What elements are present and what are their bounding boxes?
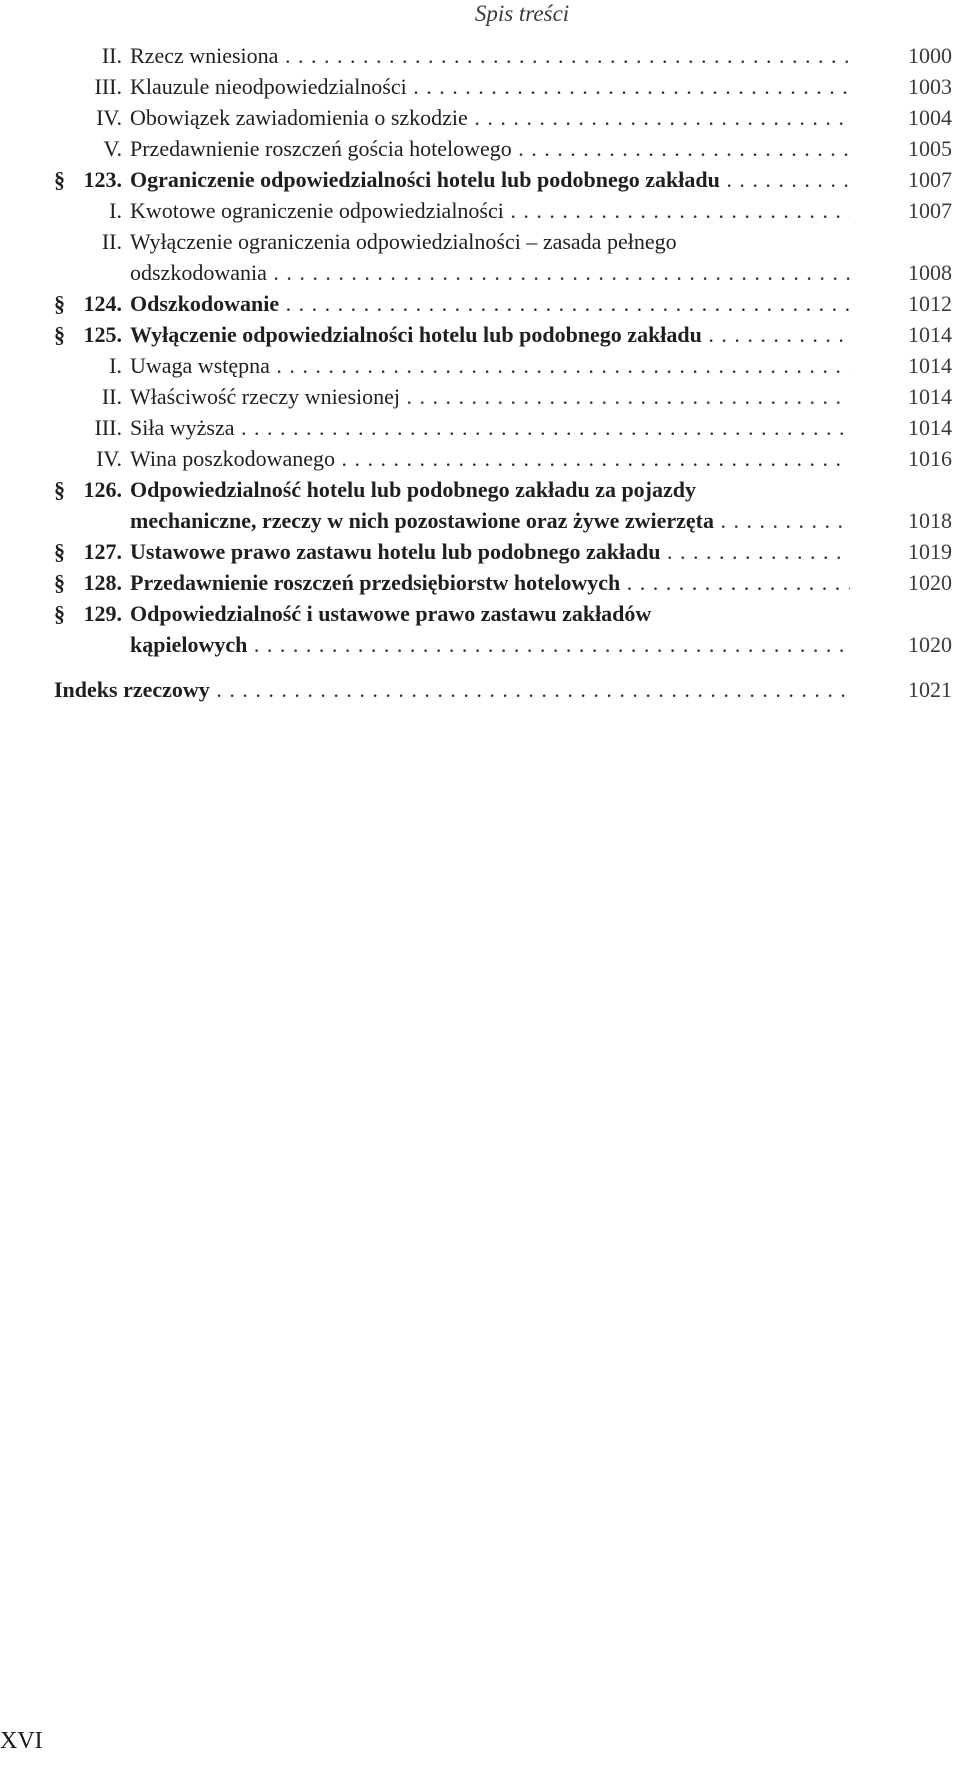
entry-page: 1016 bbox=[908, 446, 952, 471]
index-title: Indeks rzeczowy . . . bbox=[54, 674, 850, 705]
entry-number: V. bbox=[103, 136, 122, 161]
entry-page: 1014 bbox=[908, 353, 952, 378]
entry-title: Odpowiedzialność i ustawowe prawo zastawu zakładów bbox=[130, 601, 652, 626]
entry-number: I. bbox=[109, 198, 122, 223]
toc-entry bbox=[0, 474, 960, 505]
entry-title: Obowiązek zawiadomienia o szkodzie . . . bbox=[130, 102, 850, 133]
entry-page: 1014 bbox=[908, 384, 952, 409]
entry-page: 1020 bbox=[908, 632, 952, 657]
entry-title: Uwaga wstępna . . . bbox=[130, 350, 850, 381]
entry-number: I. bbox=[109, 353, 122, 378]
entry-title: Odpowiedzialność hotelu lub podobnego zakładu za pojazdy bbox=[130, 477, 697, 502]
toc-entry bbox=[0, 226, 960, 257]
entry-number: 123. bbox=[83, 167, 122, 192]
entry-number: 126. bbox=[83, 477, 122, 502]
entry-title: mechaniczne, rzeczy w nich pozostawione oraz żywe zwierzęta . . . bbox=[130, 505, 850, 536]
running-header bbox=[0, 0, 960, 30]
entry-number: 125. bbox=[83, 322, 122, 347]
entry-title: Wyłączenie odpowiedzialności hotelu lub podobnego zakładu . . . bbox=[130, 319, 850, 350]
toc-entry bbox=[0, 257, 960, 288]
toc-entry bbox=[0, 288, 960, 319]
entry-page: 1012 bbox=[908, 291, 952, 316]
entry-title: Właściwość rzeczy wniesionej . . . bbox=[130, 381, 850, 412]
entry-title: Wyłączenie ograniczenia odpowiedzialności – zasada pełnego bbox=[130, 229, 677, 254]
header-title: Spis treści bbox=[474, 1, 570, 26]
index-page: 1021 bbox=[908, 677, 952, 702]
entry-title: kąpielowych . . . bbox=[130, 629, 850, 660]
entry-title: Siła wyższa . . . bbox=[130, 412, 850, 443]
toc-entry bbox=[0, 629, 960, 660]
entry-number: IV. bbox=[96, 446, 122, 471]
toc-entry bbox=[0, 443, 960, 474]
entry-number: 128. bbox=[83, 570, 122, 595]
toc-entry bbox=[0, 536, 960, 567]
entry-title: Ograniczenie odpowiedzialności hotelu lub podobnego zakładu . . . bbox=[130, 164, 850, 195]
toc-entry bbox=[0, 133, 960, 164]
toc-entry bbox=[0, 40, 960, 71]
entry-page: 1003 bbox=[908, 74, 952, 99]
toc-entry bbox=[0, 71, 960, 102]
section-sign: § bbox=[54, 477, 65, 502]
entry-number: III. bbox=[94, 74, 122, 99]
section-sign: § bbox=[54, 570, 65, 595]
toc-entry bbox=[0, 381, 960, 412]
toc-entry bbox=[0, 319, 960, 350]
entry-number: II. bbox=[101, 384, 122, 409]
entry-page: 1007 bbox=[908, 167, 952, 192]
entry-page: 1019 bbox=[908, 539, 952, 564]
entry-page: 1014 bbox=[908, 415, 952, 440]
entry-page: 1018 bbox=[908, 508, 952, 533]
toc-entry bbox=[0, 598, 960, 629]
section-sign: § bbox=[54, 291, 65, 316]
entry-title: Klauzule nieodpowiedzialności . . . bbox=[130, 71, 850, 102]
page-number: XVI bbox=[0, 1728, 43, 1754]
toc-entry bbox=[0, 164, 960, 195]
entry-page: 1007 bbox=[908, 198, 952, 223]
section-sign: § bbox=[54, 322, 65, 347]
entry-number: IV. bbox=[96, 105, 122, 130]
toc-entry bbox=[0, 567, 960, 598]
entry-page: 1004 bbox=[908, 105, 952, 130]
entry-title: Ustawowe prawo zastawu hotelu lub podobnego zakładu . . . bbox=[130, 536, 850, 567]
entry-number: 127. bbox=[83, 539, 122, 564]
entry-title: Przedawnienie roszczeń gościa hotelowego . . . bbox=[130, 133, 850, 164]
toc-entry-index bbox=[0, 674, 960, 705]
entry-title: odszkodowania . . . bbox=[130, 257, 850, 288]
toc-entry bbox=[0, 350, 960, 381]
section-sign: § bbox=[54, 539, 65, 564]
table-of-contents bbox=[0, 40, 960, 705]
section-sign: § bbox=[54, 601, 65, 626]
section-sign: § bbox=[54, 167, 65, 192]
entry-page: 1005 bbox=[908, 136, 952, 161]
entry-number: II. bbox=[101, 229, 122, 254]
entry-title: Odszkodowanie . . . bbox=[130, 288, 850, 319]
entry-page: 1020 bbox=[908, 570, 952, 595]
entry-page: 1014 bbox=[908, 322, 952, 347]
entry-title: Kwotowe ograniczenie odpowiedzialności . . . bbox=[130, 195, 850, 226]
toc-entry bbox=[0, 102, 960, 133]
entry-title: Wina poszkodowanego . . . bbox=[130, 443, 850, 474]
entry-number: II. bbox=[101, 43, 122, 68]
toc-entry bbox=[0, 505, 960, 536]
entry-number: III. bbox=[94, 415, 122, 440]
entry-page: 1008 bbox=[908, 260, 952, 285]
entry-page: 1000 bbox=[908, 43, 952, 68]
entry-title: Przedawnienie roszczeń przedsiębiorstw hotelowych . . . bbox=[130, 567, 850, 598]
entry-number: 129. bbox=[83, 601, 122, 626]
toc-entry bbox=[0, 195, 960, 226]
entry-number: 124. bbox=[83, 291, 122, 316]
toc-entry bbox=[0, 412, 960, 443]
entry-title: Rzecz wniesiona . . . bbox=[130, 40, 850, 71]
